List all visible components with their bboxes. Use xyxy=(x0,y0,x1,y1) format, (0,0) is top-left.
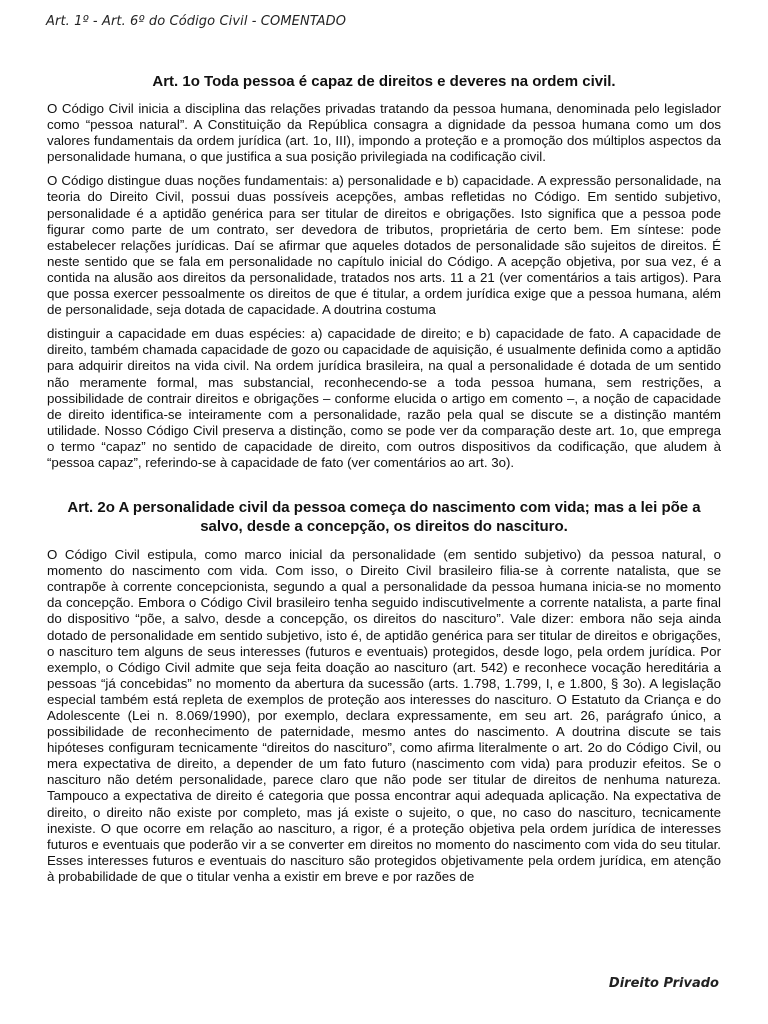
article-1-paragraph: O Código Civil inicia a disciplina das relações privadas tratando da pessoa humana, denominada pelo legislador como “pessoa natural”. A Constituição da República consagra a dignidade da pessoa humana como um dos valores fundamentais da ordem jurídica (art. 1o, III), impondo a proteção e a promoção dos múltiplos aspectos da personalidade humana, o que justifica a sua posição privilegiada na codificação civil. xyxy=(47,101,721,165)
article-1-paragraph: O Código distingue duas noções fundamentais: a) personalidade e b) capacidade. A expressão personalidade, na teoria do Direito Civil, possui duas possíveis acepções, ambas refletidas no Código. Em sentido subjetivo, personalidade é a aptidão genérica para ser titular de direitos e obrigações. Isto significa que a pessoa pode figurar como parte de um contrato, ser devedora de tributos, proprietária de certo bem. Em síntese: pode estabelecer relações jurídicas. Daí se afirmar que aqueles dotados de personalidade são sujeitos de direitos. É neste sentido que se fala em personalidade no capítulo inicial do Código. A acepção objetiva, por sua vez, é a contida na alusão aos direitos da personalidade, tratados nos arts. 11 a 21 (ver comentários a tais artigos). Para que possa exercer pessoalmente os direitos de que é titular, a ordem jurídica exige que a pessoa humana, além de personalidade, seja dotada de capacidade. A doutrina costuma xyxy=(47,173,721,318)
running-header: Art. 1º - Art. 6º do Código Civil - COMENTADO xyxy=(46,14,347,29)
page-content xyxy=(47,72,721,885)
article-1-paragraph: distinguir a capacidade em duas espécies: a) capacidade de direito; e b) capacidade de fato. A capacidade de direito, também chamada capacidade de gozo ou capacidade de aquisição, é usualmente definida como a aptidão para adquirir direitos na vida civil. Na ordem jurídica brasileira, na qual a personalidade é dotada de um sentido não meramente formal, mas substancial, reconhecendo-se a toda pessoa humana, sem restrições, a possibilidade de contrair direitos e obrigações – conforme elucida o artigo em comento –, a noção de capacidade de direito identifica-se inteiramente com a personalidade, razão pela qual se discute se a distinção mantém utilidade. Nosso Código Civil preserva a distinção, como se pode ver da comparação deste art. 1o, que emprega o termo “capaz” no sentido de capacidade de direito, com outros dispositivos da codificação, que aludem à “pessoa capaz”, referindo-se à capacidade de fato (ver comentários ao art. 3o). xyxy=(47,326,721,470)
article-2-heading: Art. 2o A personalidade civil da pessoa começa do nascimento com vida; mas a lei põe a salvo, desde a concepção, os direitos do nascituro. xyxy=(67,499,701,536)
article-1-heading: Art. 1o Toda pessoa é capaz de direitos e deveres na ordem civil. xyxy=(152,73,616,90)
article-2-paragraph: O Código Civil estipula, como marco inicial da personalidade (em sentido subjetivo) da pessoa natural, o momento do nascimento com vida. Com isso, o Direito Civil brasileiro filia-se à corrente natalista, que se contrapõe à corrente concepcionista, segundo a qual a personalidade da pessoa humana inicia-se no momento da concepção. Embora o Código Civil brasileiro tenha seguido indiscutivelmente a corrente natalista, a parte final do dispositivo “põe, a salvo, desde a concepção, os direitos do nascituro”. Vale dizer: embora não seja ainda dotado de personalidade em sentido subjetivo, isto é, de aptidão genérica para ser titular de direitos e obrigações, o nascituro tem alguns de seus interesses (futuros e eventuais) protegidos, desde logo, pela ordem jurídica. Por exemplo, o Código Civil admite que seja feita doação ao nascituro (art. 542) e reconhece vocação hereditária a pessoas “já concebidas” no momento da abertura da sucessão (arts. 1.798, 1.799, I, e 1.800, § 3o). A legislação especial também está repleta de exemplos de proteção aos interesses do nascituro. O Estatuto da Criança e do Adolescente (Lei n. 8.069/1990), por exemplo, declara expressamente, em seu art. 26, parágrafo único, a possibilidade de reconhecimento de paternidade, mesmo antes do nascimento. A doutrina discute se tais hipóteses configuram tecnicamente “direitos do nascituro”, como afirma literalmente o art. 2o do Código Civil, ou mera expectativa de direito, a depender de um fato futuro (nascimento com vida) para produzir efeitos. Se o nascituro não detém personalidade, parece claro que não pode ser titular de direitos de nenhuma natureza. Tampouco a expectativa de direito é categoria que possa encontrar aqui adequada aplicação. Na expectativa de direito, o direito não existe por completo, mas já existe o sujeito, o que, no caso do nascituro, tecnicamente inexiste. O que ocorre em relação ao nascituro, a rigor, é a proteção objetiva pela ordem jurídica de interesses futuros e eventuais que poderão vir a se converter em direitos no momento do nascimento com vida do seu titular. Esses interesses futuros e eventuais do nascituro são protegidos objetivamente pela ordem jurídica, em atenção à probabilidade de que o titular venha a existir em breve e por razões de xyxy=(47,547,721,884)
running-footer: Direito Privado xyxy=(608,976,719,991)
